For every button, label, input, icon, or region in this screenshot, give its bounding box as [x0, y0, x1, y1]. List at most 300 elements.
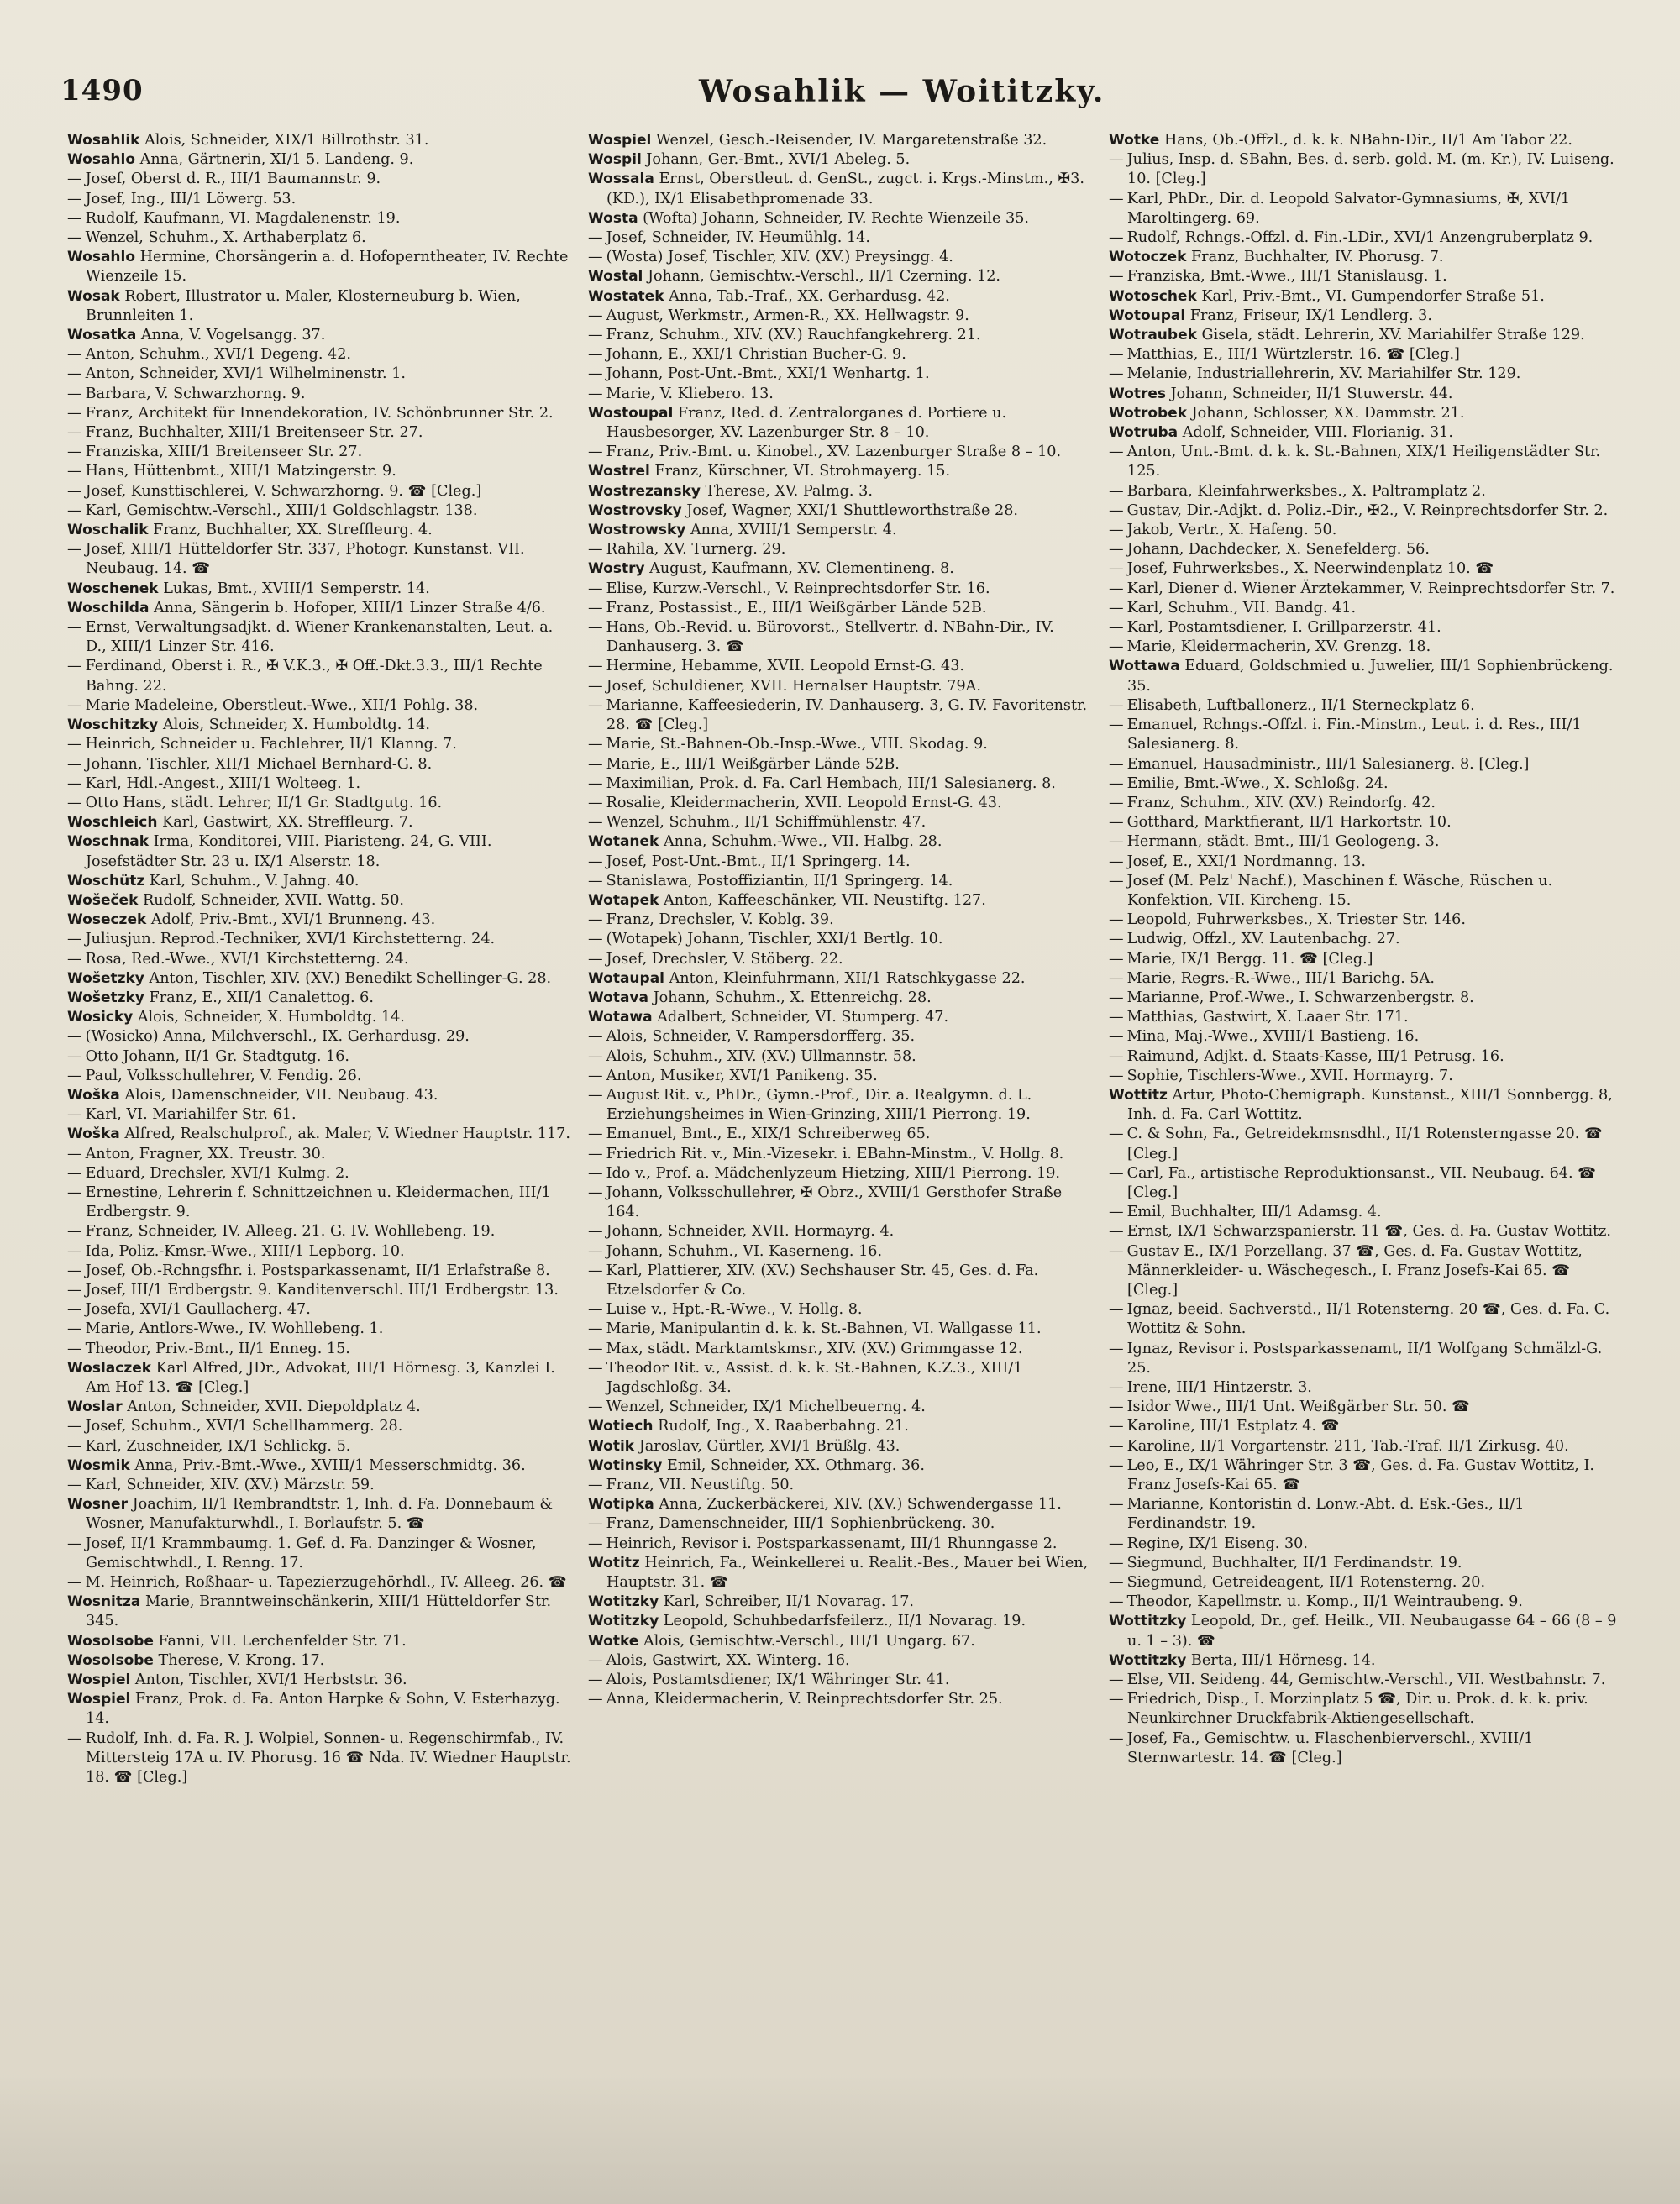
directory-entry — [1109, 1437, 1618, 1456]
entry-dash: — — [1109, 1204, 1124, 1221]
entry-text: Franz, Red. d. Zentralorganes d. Portiere u. Hausbesorger, XV. Lazenburger Str. 8 – 10. — [606, 404, 1007, 442]
entry-dash: — — [588, 1242, 603, 1260]
directory-entry — [1109, 443, 1618, 481]
directory-entry — [588, 228, 1097, 248]
entry-text: Juliusjun. Reprod.-Techniker, XVI/1 Kirchstetterng. 24. — [85, 931, 496, 948]
entry-dash: — — [588, 696, 603, 714]
entry-text: Alois, Postamtsdiener, IX/1 Währinger Str. 41. — [606, 1671, 950, 1689]
directory-entry — [588, 559, 1097, 579]
entry-dash: — — [1109, 1223, 1124, 1241]
entry-surname: Woschenek — [67, 580, 159, 597]
entry-dash: — — [1109, 229, 1124, 247]
entry-dash: — — [1109, 541, 1124, 559]
directory-entry — [67, 735, 576, 754]
entry-text: Ludwig, Offzl., XV. Lautenbachg. 27. — [1126, 931, 1400, 948]
directory-entry — [67, 462, 576, 481]
entry-dash: — — [67, 736, 82, 753]
entry-text: Karl, Schreiber, II/1 Novarag. 17. — [663, 1593, 915, 1611]
directory-entry — [588, 1514, 1097, 1534]
directory-entry — [67, 813, 576, 832]
entry-text: Ernestine, Lehrerin f. Schnittzeichnen u. Kleidermachen, III/1 Erdbergstr. 9. — [85, 1183, 551, 1221]
entry-text: Anna, Tab.-Traf., XX. Gerhardusg. 42. — [669, 287, 950, 305]
entry-dash: — — [588, 1398, 603, 1416]
entry-text: Isidor Wwe., III/1 Unt. Weißgärber Str. 50. ☎ — [1126, 1398, 1470, 1416]
entry-surname: Wostrel — [588, 463, 650, 480]
entry-text: Franz, VII. Neustiftg. 50. — [606, 1477, 795, 1494]
directory-entry — [1109, 1047, 1618, 1067]
entry-surname: Wotitzky — [588, 1593, 659, 1611]
entry-dash: — — [1109, 950, 1124, 968]
entry-text: Marie, E., III/1 Weißgärber Lände 52B. — [606, 755, 900, 773]
directory-entry — [588, 677, 1097, 696]
entry-dash: — — [1109, 1729, 1124, 1747]
directory-entry — [1109, 950, 1618, 969]
directory-entry — [1109, 1612, 1618, 1650]
directory-entry — [1109, 287, 1618, 307]
entry-text: Anton, Musiker, XVI/1 Panikeng. 35. — [606, 1067, 878, 1084]
entry-surname: Woschalik — [67, 522, 149, 539]
directory-entry — [1109, 248, 1618, 267]
entry-text: Josef, III/1 Erdbergstr. 9. Kanditenverschl. III/1 Erdbergstr. 13. — [85, 1281, 559, 1299]
entry-dash: — — [67, 229, 82, 247]
directory-entry — [1109, 1378, 1618, 1398]
entry-text: Karl Alfred, JDr., Advokat, III/1 Hörnesg. 3, Kanzlei I. Am Hof 13. ☎ [Cleg.] — [86, 1359, 555, 1396]
directory-entry — [67, 1359, 576, 1398]
entry-text: Johann, Schuhm., X. Ettenreichg. 28. — [653, 989, 932, 1006]
directory-entry — [588, 794, 1097, 813]
entry-surname: Woschleich — [67, 814, 158, 832]
directory-entry — [588, 1222, 1097, 1241]
entry-surname: Woschnak — [67, 833, 150, 851]
entry-text: Wenzel, Schneider, IX/1 Michelbeuerng. 4. — [606, 1398, 926, 1416]
directory-entry — [67, 248, 576, 286]
entry-dash: — — [67, 619, 82, 637]
directory-entry — [588, 599, 1097, 618]
directory-entry — [1109, 755, 1618, 774]
entry-text: Karl, Gemischtw.-Verschl., XIII/1 Goldschlagstr. 138. — [85, 501, 478, 519]
entry-text: Johann, Schneider, XVII. Hormayrg. 4. — [606, 1223, 895, 1241]
directory-entry — [588, 1359, 1097, 1398]
entry-dash: — — [588, 365, 603, 383]
directory-entry — [1109, 774, 1618, 794]
directory-entry — [67, 365, 576, 384]
entry-text: Karl, Gastwirt, XX. Streffleurg. 7. — [162, 814, 413, 832]
directory-entry — [588, 404, 1097, 443]
entry-dash: — — [588, 1477, 603, 1494]
entry-dash: — — [1109, 580, 1124, 597]
entry-text: Johann, Post-Unt.-Bmt., XXI/1 Wenhartg. 1. — [606, 365, 930, 383]
entry-text: Karoline, II/1 Vorgartenstr. 211, Tab.-Traf. II/1 Zirkusg. 40. — [1126, 1437, 1569, 1455]
entry-text: Heinrich, Schneider u. Fachlehrer, II/1 Klanng. 7. — [85, 736, 457, 753]
entry-text: Stanislawa, Postoffiziantin, II/1 Springerg. 14. — [606, 872, 953, 889]
directory-entry — [1109, 696, 1618, 716]
entry-text: Karl, Postamtsdiener, I. Grillparzerstr. 41. — [1126, 619, 1441, 637]
entry-dash: — — [588, 736, 603, 753]
directory-entry — [67, 1417, 576, 1436]
entry-dash: — — [67, 1028, 82, 1046]
entry-text: Gustav E., IX/1 Porzellang. 37 ☎, Ges. d. Fa. Gustav Wottitz, Männerkleider- u. Wäschegesch., I. Franz Josefs-Kai 65. ☎ [Cleg.] — [1126, 1242, 1583, 1299]
entry-text: Anna, XVIII/1 Semperstr. 4. — [690, 522, 897, 539]
directory-entry — [588, 1437, 1097, 1456]
entry-surname: Woška — [67, 1086, 120, 1104]
directory-entry — [588, 521, 1097, 540]
entry-text: Josef, Schuhm., XVI/1 Schellhammerg. 28. — [85, 1418, 403, 1435]
directory-entry — [67, 1476, 576, 1495]
entry-surname: Wostoupal — [588, 404, 674, 422]
entry-surname: Wosmik — [67, 1456, 130, 1474]
directory-entry — [67, 1456, 576, 1476]
directory-entry — [67, 385, 576, 404]
directory-entry — [67, 1067, 576, 1086]
directory-entry — [1109, 501, 1618, 521]
entry-dash: — — [588, 774, 603, 792]
directory-entry — [1109, 638, 1618, 657]
entry-text: Theodor Rit. v., Assist. d. k. k. St.-Bahnen, K.Z.3., XIII/1 Jagdschloßg. 34. — [606, 1359, 1023, 1396]
entry-dash: — — [588, 346, 603, 364]
entry-surname: Wosahlo — [67, 151, 136, 169]
entry-text: Elise, Kurzw.-Verschl., V. Reinprechtsdorfer Str. 16. — [606, 580, 990, 597]
entry-surname: Wospiel — [67, 1671, 131, 1689]
column-right — [1105, 131, 1618, 2180]
entry-surname: Wotik — [588, 1437, 635, 1455]
entry-text: Marie, Antlors-Wwe., IV. Wohllebeng. 1. — [85, 1320, 384, 1338]
entry-surname: Wošeček — [67, 891, 139, 909]
entry-dash: — — [67, 404, 82, 422]
directory-entry — [588, 1671, 1097, 1690]
entry-surname: Wosolsobe — [67, 1632, 154, 1650]
entry-text: Franziska, XIII/1 Breitenseer Str. 27. — [85, 443, 363, 461]
entry-dash: — — [67, 1183, 82, 1201]
directory-entry — [588, 813, 1097, 832]
directory-entry — [67, 1495, 576, 1534]
entry-dash: — — [67, 1067, 82, 1084]
entry-text: Josef, II/1 Krammbaumg. 1. Gef. d. Fa. Danzinger & Wosner, Gemischtwhdl., I. Renng. 17. — [85, 1535, 537, 1572]
entry-dash: — — [1109, 1437, 1124, 1455]
entry-text: C. & Sohn, Fa., Getreidekmsnsdhl., II/1 Rotensterngasse 20. ☎ [Cleg.] — [1126, 1126, 1603, 1162]
entry-surname: Woschilda — [67, 599, 150, 617]
directory-entry — [67, 1008, 576, 1027]
entry-dash: — — [67, 950, 82, 968]
entry-text: Josef (M. Pelz' Nachf.), Maschinen f. Wäsche, Rüschen u. Konfektion, VII. Kircheng. 15. — [1126, 872, 1553, 909]
directory-entry — [1109, 1495, 1618, 1534]
entry-dash: — — [1109, 774, 1124, 792]
directory-entry — [67, 1398, 576, 1417]
directory-entry — [67, 1651, 576, 1671]
entry-surname: Woslar — [67, 1398, 123, 1416]
entry-surname: Wotke — [588, 1632, 639, 1650]
entry-dash: — — [67, 931, 82, 948]
directory-entry — [588, 1047, 1097, 1067]
entry-dash: — — [67, 658, 82, 675]
entry-surname: Wostal — [588, 268, 643, 286]
entry-text: Franz, Architekt für Innendekoration, IV. Schönbrunner Str. 2. — [85, 404, 554, 422]
entry-text: Anna, Gärtnerin, XI/1 5. Landeng. 9. — [139, 151, 414, 169]
directory-entry — [1109, 910, 1618, 930]
directory-entry — [588, 287, 1097, 307]
entry-text: Julius, Insp. d. SBahn, Bes. d. serb. gold. M. (m. Kr.), IV. Luiseng. 10. [Cleg.] — [1126, 151, 1614, 188]
entry-dash: — — [67, 424, 82, 442]
entry-surname: Woslaczek — [67, 1359, 152, 1377]
entry-text: Ernst, Verwaltungsadjkt. d. Wiener Krankenanstalten, Leut. a. D., XIII/1 Linzer Str. 416. — [85, 619, 554, 656]
directory-entry — [588, 1632, 1097, 1651]
directory-entry — [588, 872, 1097, 891]
entry-dash: — — [1109, 853, 1124, 870]
entry-text: Ignaz, beeid. Sachverstd., II/1 Rotensterng. 20 ☎, Ges. d. Fa. C. Wottitz & Sohn. — [1126, 1301, 1610, 1338]
entry-text: Alfred, Realschulprof., ak. Maler, V. Wiedner Hauptstr. 117. — [124, 1126, 570, 1143]
entry-dash: — — [67, 1242, 82, 1260]
entry-text: Alois, Schneider, X. Humboldtg. 14. — [162, 716, 430, 734]
directory-entry — [1109, 1242, 1618, 1301]
entry-dash: — — [588, 950, 603, 968]
directory-columns — [64, 131, 1620, 2180]
entry-surname: Woška — [67, 1126, 120, 1143]
entry-text: Marianne, Kaffeesiederin, IV. Danhauserg. 3, G. IV. Favoritenstr. 28. ☎ [Cleg.] — [606, 696, 1088, 734]
directory-entry — [67, 1262, 576, 1281]
entry-surname: Wotapek — [588, 891, 659, 909]
entry-surname: Wosta — [588, 209, 638, 227]
entry-text: Gustav, Dir.-Adjkt. d. Poliz.-Dir., ✠2., V. Reinprechtsdorfer Str. 2. — [1126, 501, 1609, 519]
directory-entry — [1109, 521, 1618, 540]
directory-entry — [1109, 1203, 1618, 1222]
entry-surname: Wotitzky — [588, 1613, 659, 1630]
entry-text: Else, VII. Seideng. 44, Gemischtw.-Verschl., VII. Westbahnstr. 7. — [1126, 1671, 1606, 1689]
directory-entry — [588, 1086, 1097, 1125]
entry-dash: — — [588, 385, 603, 402]
entry-text: Raimund, Adjkt. d. Staats-Kasse, III/1 Petrusg. 16. — [1126, 1047, 1504, 1065]
directory-entry — [67, 326, 576, 345]
running-title: Wosahlik — Woititzky. — [699, 74, 1105, 109]
entry-text: Eduard, Goldschmied u. Juwelier, III/1 Sophienbrückeng. 35. — [1127, 658, 1614, 695]
entry-dash: — — [588, 794, 603, 811]
entry-dash: — — [588, 853, 603, 870]
entry-dash: — — [67, 696, 82, 714]
directory-entry — [67, 228, 576, 248]
entry-dash: — — [67, 1535, 82, 1552]
directory-entry — [67, 1125, 576, 1144]
entry-surname: Wosatka — [67, 327, 137, 344]
directory-entry — [588, 735, 1097, 754]
entry-text: Alois, Gastwirt, XX. Winterg. 16. — [606, 1651, 850, 1669]
directory-entry — [588, 326, 1097, 345]
directory-entry — [588, 1690, 1097, 1709]
entry-dash: — — [1109, 1126, 1124, 1143]
entry-surname: Wošetzky — [67, 969, 144, 987]
entry-text: Karl, VI. Mariahilfer Str. 61. — [85, 1106, 297, 1124]
entry-dash: — — [588, 1671, 603, 1689]
entry-text: Rahila, XV. Turnerg. 29. — [606, 541, 786, 559]
directory-entry — [67, 716, 576, 735]
directory-entry — [588, 248, 1097, 267]
entry-text: Leopold, Fuhrwerksbes., X. Triester Str. 146. — [1126, 911, 1466, 929]
entry-dash: — — [67, 346, 82, 364]
entry-text: Alois, Schneider, XIX/1 Billrothstr. 31. — [144, 132, 429, 149]
directory-entry — [67, 1671, 576, 1690]
entry-text: Regine, IX/1 Eiseng. 30. — [1126, 1535, 1308, 1552]
entry-dash: — — [1109, 346, 1124, 364]
directory-entry — [588, 832, 1097, 852]
entry-text: Anton, Schneider, XVI/1 Wilhelminenstr. 1. — [85, 365, 406, 383]
entry-text: Rudolf, Rchngs.-Offzl. d. Fin.-LDir., XVI/1 Anzengruberplatz 9. — [1126, 229, 1593, 247]
entry-surname: Wotruba — [1109, 424, 1179, 442]
directory-entry — [588, 657, 1097, 676]
entry-text: Wenzel, Schuhm., II/1 Schiffmühlenstr. 47. — [606, 814, 927, 832]
entry-surname: Wospiel — [67, 1691, 131, 1708]
entry-text: Heinrich, Fa., Weinkellerei u. Realit.-Bes., Mauer bei Wien, Hauptstr. 31. ☎ — [606, 1554, 1089, 1592]
directory-entry — [1109, 1690, 1618, 1729]
entry-text: Anna, Priv.-Bmt.-Wwe., XVIII/1 Messerschmidtg. 36. — [134, 1456, 526, 1474]
directory-entry — [67, 1027, 576, 1047]
entry-surname: Wotitz — [588, 1554, 640, 1572]
directory-entry — [588, 1067, 1097, 1086]
entry-dash: — — [67, 171, 82, 188]
entry-text: Franz, Schuhm., XIV. (XV.) Reindorfg. 42. — [1126, 794, 1436, 811]
directory-entry — [1109, 1398, 1618, 1417]
entry-surname: Wospiel — [588, 132, 652, 149]
entry-text: Wenzel, Gesch.-Reisender, IV. Margaretenstraße 32. — [655, 132, 1047, 149]
directory-entry — [67, 989, 576, 1008]
entry-surname: Wotrobek — [1109, 404, 1188, 422]
directory-entry — [1109, 1300, 1618, 1339]
entry-dash: — — [588, 1028, 603, 1046]
directory-entry — [588, 385, 1097, 404]
entry-surname: Wottitzky — [1109, 1613, 1187, 1630]
directory-entry — [588, 580, 1097, 599]
directory-entry — [1109, 228, 1618, 248]
entry-text: Emanuel, Bmt., E., XIX/1 Schreiberweg 65. — [606, 1126, 931, 1143]
entry-text: Johann, Dachdecker, X. Senefelderg. 56. — [1126, 541, 1430, 559]
directory-entry — [1109, 930, 1618, 949]
entry-text: M. Heinrich, Roßhaar- u. Tapezierzugehörhdl., IV. Alleeg. 26. ☎ — [85, 1574, 567, 1592]
directory-entry — [1109, 345, 1618, 365]
directory-entry — [67, 950, 576, 969]
entry-text: Gisela, städt. Lehrerin, XV. Mariahilfer Straße 129. — [1201, 327, 1585, 344]
directory-entry — [588, 267, 1097, 286]
entry-text: Josef, Ing., III/1 Löwerg. 53. — [85, 190, 297, 207]
directory-entry — [1109, 190, 1618, 228]
entry-text: Franz, Schneider, IV. Alleeg. 21. G. IV. Wohllebeng. 19. — [85, 1223, 496, 1241]
entry-text: Theodor, Priv.-Bmt., II/1 Enneg. 15. — [85, 1340, 350, 1357]
directory-entry — [67, 1535, 576, 1573]
directory-entry — [1109, 1573, 1618, 1593]
entry-text: Marie, IX/1 Bergg. 11. ☎ [Cleg.] — [1126, 950, 1373, 968]
entry-text: Johann, Schneider, II/1 Stuwerstr. 44. — [1170, 385, 1453, 402]
directory-entry — [67, 755, 576, 774]
entry-surname: Wotke — [1109, 132, 1160, 149]
entry-dash: — — [1109, 1456, 1124, 1474]
directory-entry — [588, 345, 1097, 365]
entry-text: Karl, Priv.-Bmt., VI. Gumpendorfer Straße 51. — [1201, 287, 1545, 305]
entry-dash: — — [588, 658, 603, 675]
entry-dash: — — [1109, 190, 1124, 207]
entry-dash: — — [67, 1729, 82, 1747]
entry-text: Franz, Prok. d. Fa. Anton Harpke & Sohn, V. Esterhazyg. 14. — [86, 1691, 560, 1728]
directory-entry — [67, 910, 576, 930]
directory-entry — [588, 1593, 1097, 1612]
entry-text: Marie, V. Kliebero. 13. — [606, 385, 774, 402]
entry-dash: — — [588, 1164, 603, 1182]
entry-text: Hermine, Chorsängerin a. d. Hofoperntheater, IV. Rechte Wienzeile 15. — [86, 249, 569, 286]
entry-text: Anton, Kleinfuhrmann, XII/1 Ratschkygasse 22. — [669, 969, 1026, 987]
directory-entry — [588, 930, 1097, 949]
entry-text: Hans, Hüttenbmt., XIII/1 Matzingerstr. 9. — [85, 463, 396, 480]
directory-entry — [1109, 150, 1618, 189]
directory-entry — [1109, 365, 1618, 384]
entry-text: Otto Hans, städt. Lehrer, II/1 Gr. Stadtgutg. 16. — [85, 794, 443, 811]
entry-text: Carl, Fa., artistische Reproduktionsanst., VII. Neubaug. 64. ☎ [Cleg.] — [1126, 1164, 1597, 1201]
entry-text: Marianne, Kontoristin d. Lonw.-Abt. d. Esk.-Ges., II/1 Ferdinandstr. 19. — [1126, 1496, 1525, 1533]
directory-entry — [1109, 1027, 1618, 1047]
entry-text: Franz, Drechsler, V. Koblg. 39. — [606, 911, 834, 929]
entry-text: Anton, Unt.-Bmt. d. k. k. St.-Bahnen, XIX/1 Heiligenstädter Str. 125. — [1126, 443, 1601, 480]
entry-dash: — — [1109, 482, 1124, 500]
directory-entry — [588, 1145, 1097, 1164]
directory-entry — [67, 832, 576, 871]
entry-text: Karl, Schuhm., VII. Bandg. 41. — [1126, 599, 1357, 617]
entry-dash: — — [1109, 696, 1124, 714]
directory-entry — [1109, 599, 1618, 618]
entry-text: Heinrich, Revisor i. Postsparkassenamt, III/1 Rhunngasse 2. — [606, 1535, 1058, 1552]
entry-surname: Wosner — [67, 1496, 128, 1514]
entry-dash: — — [588, 911, 603, 929]
entry-text: Anton, Fragner, XX. Treustr. 30. — [85, 1145, 326, 1162]
directory-entry — [1109, 969, 1618, 989]
entry-dash: — — [1109, 1593, 1124, 1611]
directory-entry — [588, 1320, 1097, 1339]
entry-dash: — — [67, 1418, 82, 1435]
entry-text: Karl, Schneider, XIV. (XV.) Märzstr. 59. — [85, 1477, 375, 1494]
entry-text: Therese, V. Krong. 17. — [158, 1651, 325, 1669]
entry-text: Josef, Post-Unt.-Bmt., II/1 Springerg. 14. — [606, 853, 911, 870]
entry-surname: Wosicky — [67, 1009, 134, 1026]
entry-text: Rudolf, Ing., X. Raaberbahng. 21. — [658, 1418, 909, 1435]
directory-entry — [588, 618, 1097, 657]
entry-text: Ferdinand, Oberst i. R., ✠ V.K.3., ✠ Off.-Dkt.3.3., III/1 Rechte Bahng. 22. — [85, 658, 543, 695]
entry-text: (Wosicko) Anna, Milchverschl., IX. Gerhardusg. 29. — [85, 1028, 470, 1046]
entry-text: Artur, Photo-Chemigraph. Kunstanst., XIII/1 Sonnbergg. 8, Inh. d. Fa. Carl Wottitz. — [1127, 1086, 1613, 1124]
directory-entry — [67, 423, 576, 443]
entry-dash: — — [1109, 833, 1124, 851]
directory-entry — [67, 1164, 576, 1183]
entry-dash: — — [1109, 619, 1124, 637]
entry-text: Rosa, Red.-Wwe., XVI/1 Kirchstetterng. 24. — [85, 950, 409, 968]
entry-text: Franziska, Bmt.-Wwe., III/1 Stanislausg. 1. — [1126, 268, 1447, 286]
entry-text: Emil, Schneider, XX. Othmarg. 36. — [666, 1456, 925, 1474]
entry-text: Ernst, IX/1 Schwarzspanierstr. 11 ☎, Ges. d. Fa. Gustav Wottitz. — [1126, 1223, 1612, 1241]
entry-dash: — — [67, 1262, 82, 1279]
entry-text: Marie, St.-Bahnen-Ob.-Insp.-Wwe., VIII. Skodag. 9. — [606, 736, 988, 753]
directory-entry — [588, 1008, 1097, 1027]
entry-text: Therese, XV. Palmg. 3. — [705, 482, 873, 500]
entry-surname: Wotaupal — [588, 969, 664, 987]
directory-entry — [588, 1612, 1097, 1631]
entry-dash: — — [588, 327, 603, 344]
directory-entry — [588, 131, 1097, 150]
directory-entry — [1109, 1729, 1618, 1768]
entry-text: Rudolf, Inh. d. Fa. R. J. Wolpiel, Sonnen- u. Regenschirmfab., IV. Mittersteig 17A u. IV. Phorusg. 16 ☎ Nda. IV. Wiedner Hauptstr. 18. ☎ [Cleg.] — [85, 1729, 571, 1787]
entry-dash: — — [67, 774, 82, 792]
entry-text: Josefa, XVI/1 Gaullacherg. 47. — [85, 1301, 311, 1319]
entry-dash: — — [1109, 1067, 1124, 1084]
directory-entry — [588, 910, 1097, 930]
entry-text: Josef, Fuhrwerksbes., X. Neerwindenplatz 10. ☎ — [1126, 560, 1494, 578]
entry-text: Franz, Friseur, IX/1 Lendlerg. 3. — [1189, 307, 1432, 324]
entry-surname: Wostatek — [588, 287, 664, 305]
entry-text: Anton, Tischler, XIV. (XV.) Benedikt Schellinger-G. 28. — [149, 969, 552, 987]
entry-dash: — — [67, 1301, 82, 1319]
entry-dash: — — [588, 249, 603, 266]
entry-text: Josef, Ob.-Rchngsfhr. i. Postsparkassenamt, II/1 Erlafstraße 8. — [85, 1262, 550, 1279]
entry-surname: Wossala — [588, 171, 654, 188]
